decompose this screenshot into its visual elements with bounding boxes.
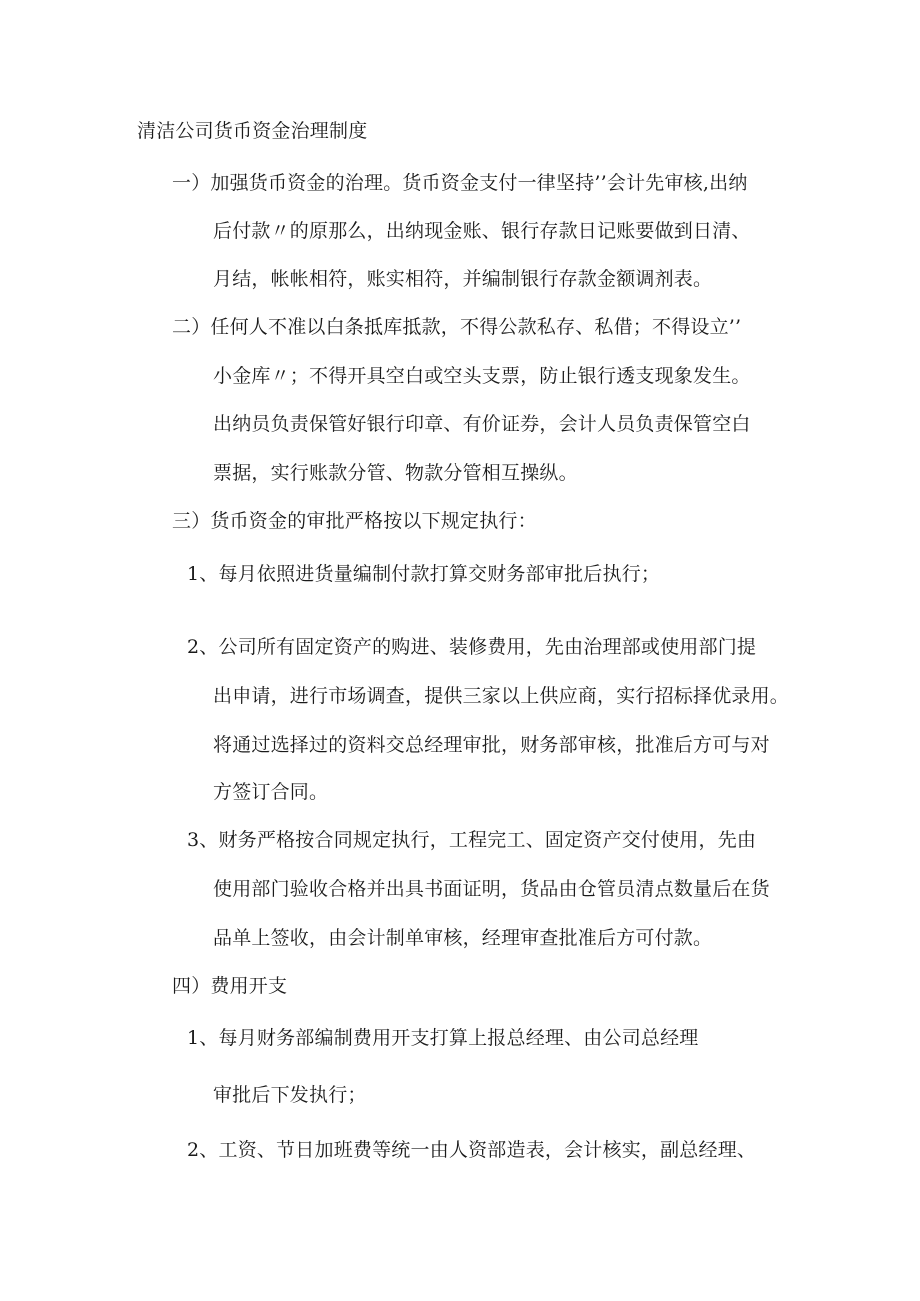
item-3-2-line-2: 出申请，进行市场调查，提供三家以上供应商，实行招标择优录用。 [213, 685, 790, 707]
item-3-2-line-1: 2、公司所有固定资产的购进、装修费用，先由治理部或使用部门提 [187, 636, 757, 658]
item-4-1-line-1: 1、每月财务部编制费用开支打算上报总经理、由公司总经理 [187, 1027, 699, 1049]
section-1-line-2: 后付款〃的原那么，出纳现金账、银行存款日记账要做到日清、 [213, 220, 751, 242]
document-title: 清洁公司货币资金治理制度 [137, 120, 368, 142]
section-1-line-3: 月结，帐帐相符，账实相符，并编制银行存款金额调剂表。 [213, 268, 713, 290]
item-4-2-line-1: 2、工资、节日加班费等统一由人资部造表，会计核实，副总经理、 [187, 1139, 757, 1161]
item-3-3-line-2: 使用部门验收合格并出具书面证明，货品由仓管员清点数量后在货 [213, 878, 770, 900]
section-2-line-3: 出纳员负责保管好银行印章、有价证券，会计人员负责保管空白 [213, 413, 751, 435]
section-2-line-1: 二）任何人不准以白条抵库抵款，不得公款私存、私借；不得设立’’ [172, 316, 742, 338]
item-3-1: 1、每月依照进货量编制付款打算交财务部审批后执行； [187, 563, 661, 585]
item-3-3-line-3: 品单上签收，由会计制单审核，经理审查批准后方可付款。 [213, 927, 713, 949]
section-4-heading: 四）费用开支 [172, 975, 288, 997]
section-1-line-1: 一）加强货币资金的治理。货币资金支付一律坚持’’会计先审核,出纳 [172, 172, 748, 194]
item-3-2-line-4: 方签订合同。 [213, 781, 329, 803]
section-3-heading: 三）货币资金的审批严格按以下规定执行： [172, 510, 537, 532]
item-3-3-line-1: 3、财务严格按合同规定执行，工程完工、固定资产交付使用，先由 [187, 829, 757, 851]
section-2-line-4: 票据，实行账款分管、物款分管相互操纵。 [213, 462, 578, 484]
item-3-2-line-3: 将通过选择过的资料交总经理审批，财务部审核，批准后方可与对 [213, 734, 770, 756]
item-4-1-line-2: 审批后下发执行； [213, 1084, 367, 1106]
section-2-line-2: 小金库〃；不得开具空白或空头支票，防止银行透支现象发生。 [213, 365, 751, 387]
